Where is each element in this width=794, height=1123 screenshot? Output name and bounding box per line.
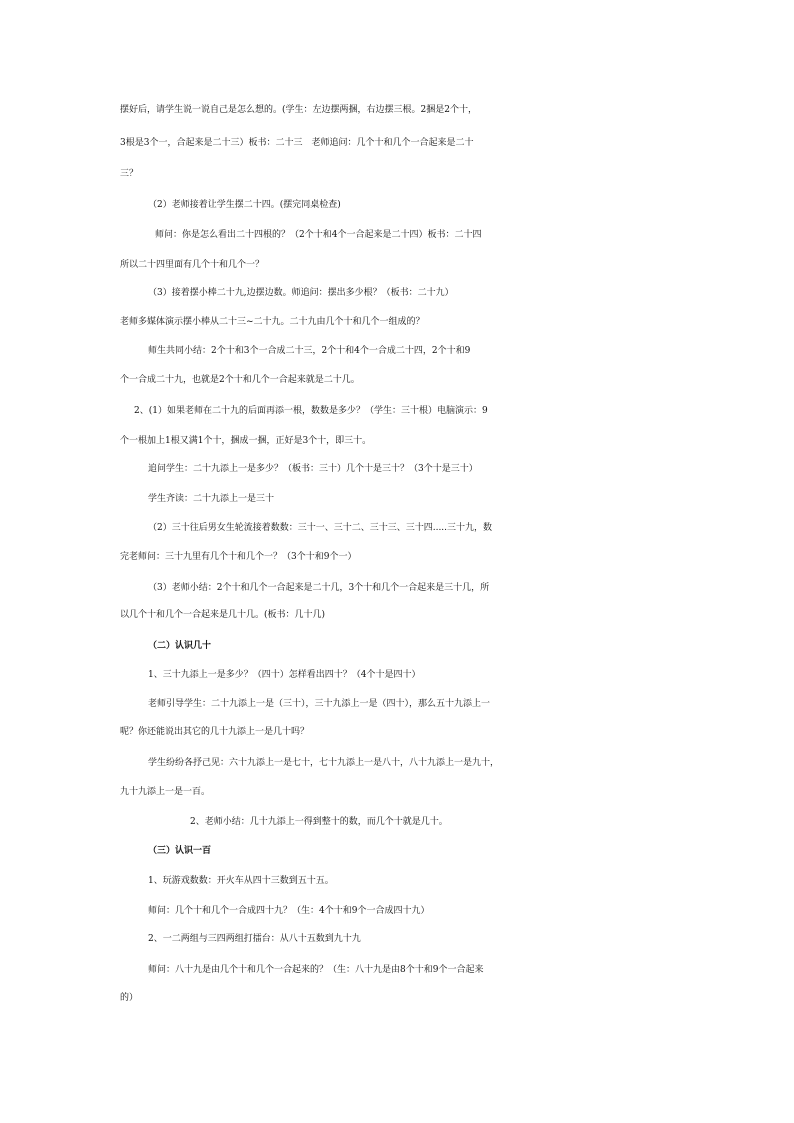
section-heading: （三）认识一百 bbox=[148, 846, 212, 856]
text-line: 老师引导学生：二十九添上一是（三十），三十九添上一是（四十），那么五十九添上一 bbox=[148, 699, 491, 709]
text-line: （2）三十往后男女生轮流接着数数：三十一、三十二、三十三、三十四.....三十九，数 bbox=[148, 523, 493, 533]
text-line: 师生共同小结：2个十和3个一合成二十三，2个十和4个一合成二十四，2个十和9 bbox=[148, 346, 471, 356]
text-line: 完老师问：三十九里有几个十和几个一？（3个十和9个一） bbox=[120, 552, 357, 562]
text-line: 以几个十和几个一合起来是几十几。(板书：几十几) bbox=[120, 610, 326, 620]
text-line: 摆好后，请学生说一说自己是怎么想的。(学生：左边摆两捆，右边摆三根。2捆是2个十， bbox=[120, 105, 477, 115]
text-line: 呢？你还能说出其它的几十九添上一是几十吗？ bbox=[120, 727, 310, 737]
text-line: 师问：几个十和几个一合成四十九？（生：4个十和9个一合成四十九） bbox=[148, 906, 430, 916]
text-line: 的） bbox=[120, 993, 139, 1003]
text-line: 个一根加上1根又满1个十，捆成一捆，正好是3个十，即三十。 bbox=[120, 436, 372, 446]
section-heading: （二）认识几十 bbox=[148, 641, 212, 651]
text-line: （2）老师接着让学生摆二十四。(摆完同桌检查) bbox=[148, 200, 341, 210]
text-line: 2、老师小结：几十九添上一得到整十的数，而几个十就是几十。 bbox=[190, 817, 448, 827]
text-line: （3）老师小结：2个十和几个一合起来是二十几，3个十和几个一合起来是三十几，所 bbox=[148, 583, 490, 593]
text-line: 学生齐读：二十九添上一是三十 bbox=[148, 494, 275, 504]
text-line: 追问学生：二十九添上一是多少？（板书：三十）几个十是三十？（3个十是三十） bbox=[148, 464, 478, 474]
text-line: 师问：八十九是由几个十和几个一合起来的？（生：八十九是由8个十和9个一合起来 bbox=[148, 965, 484, 975]
text-line: 1、玩游戏数数：开火车从四十三数到五十五。 bbox=[148, 876, 334, 886]
text-line: 所以二十四里面有几个十和几个一？ bbox=[120, 260, 265, 270]
text-line: 师问：你是怎么看出二十四根的？（2个十和4个一合起来是二十四）板书：二十四 bbox=[155, 230, 482, 240]
text-line: 九十九添上一是一百。 bbox=[120, 787, 211, 797]
text-line: （3）接着摆小棒二十九,边摆边数。师追问：摆出多少根？（板书：二十九） bbox=[148, 288, 454, 298]
text-line: 老师多媒体演示摆小棒从二十三~二十九。二十九由几个十和几个一组成的？ bbox=[120, 317, 425, 327]
text-line: 学生纷纷各抒己见：六十九添上一是七十，七十九添上一是八十，八十九添上一是九十， bbox=[148, 758, 500, 768]
text-line: 3根是3个一，合起来是二十三）板书：二十三 老师追问：几个十和几个一合起来是二十 bbox=[120, 138, 474, 148]
text-line: 个一合成二十九，也就是2个十和几个一合起来就是二十几。 bbox=[120, 375, 360, 385]
text-line: 2、一二两组与三四两组打擂台：从八十五数到九十九 bbox=[148, 934, 361, 944]
text-line: 1、三十九添上一是多少？（四十）怎样看出四十？（4个十是四十） bbox=[148, 670, 421, 680]
text-line: 2、(1）如果老师在二十九的后面再添一根，数数是多少？（学生：三十根）电脑演示：9 bbox=[134, 406, 488, 416]
text-line: 三？ bbox=[120, 169, 139, 179]
